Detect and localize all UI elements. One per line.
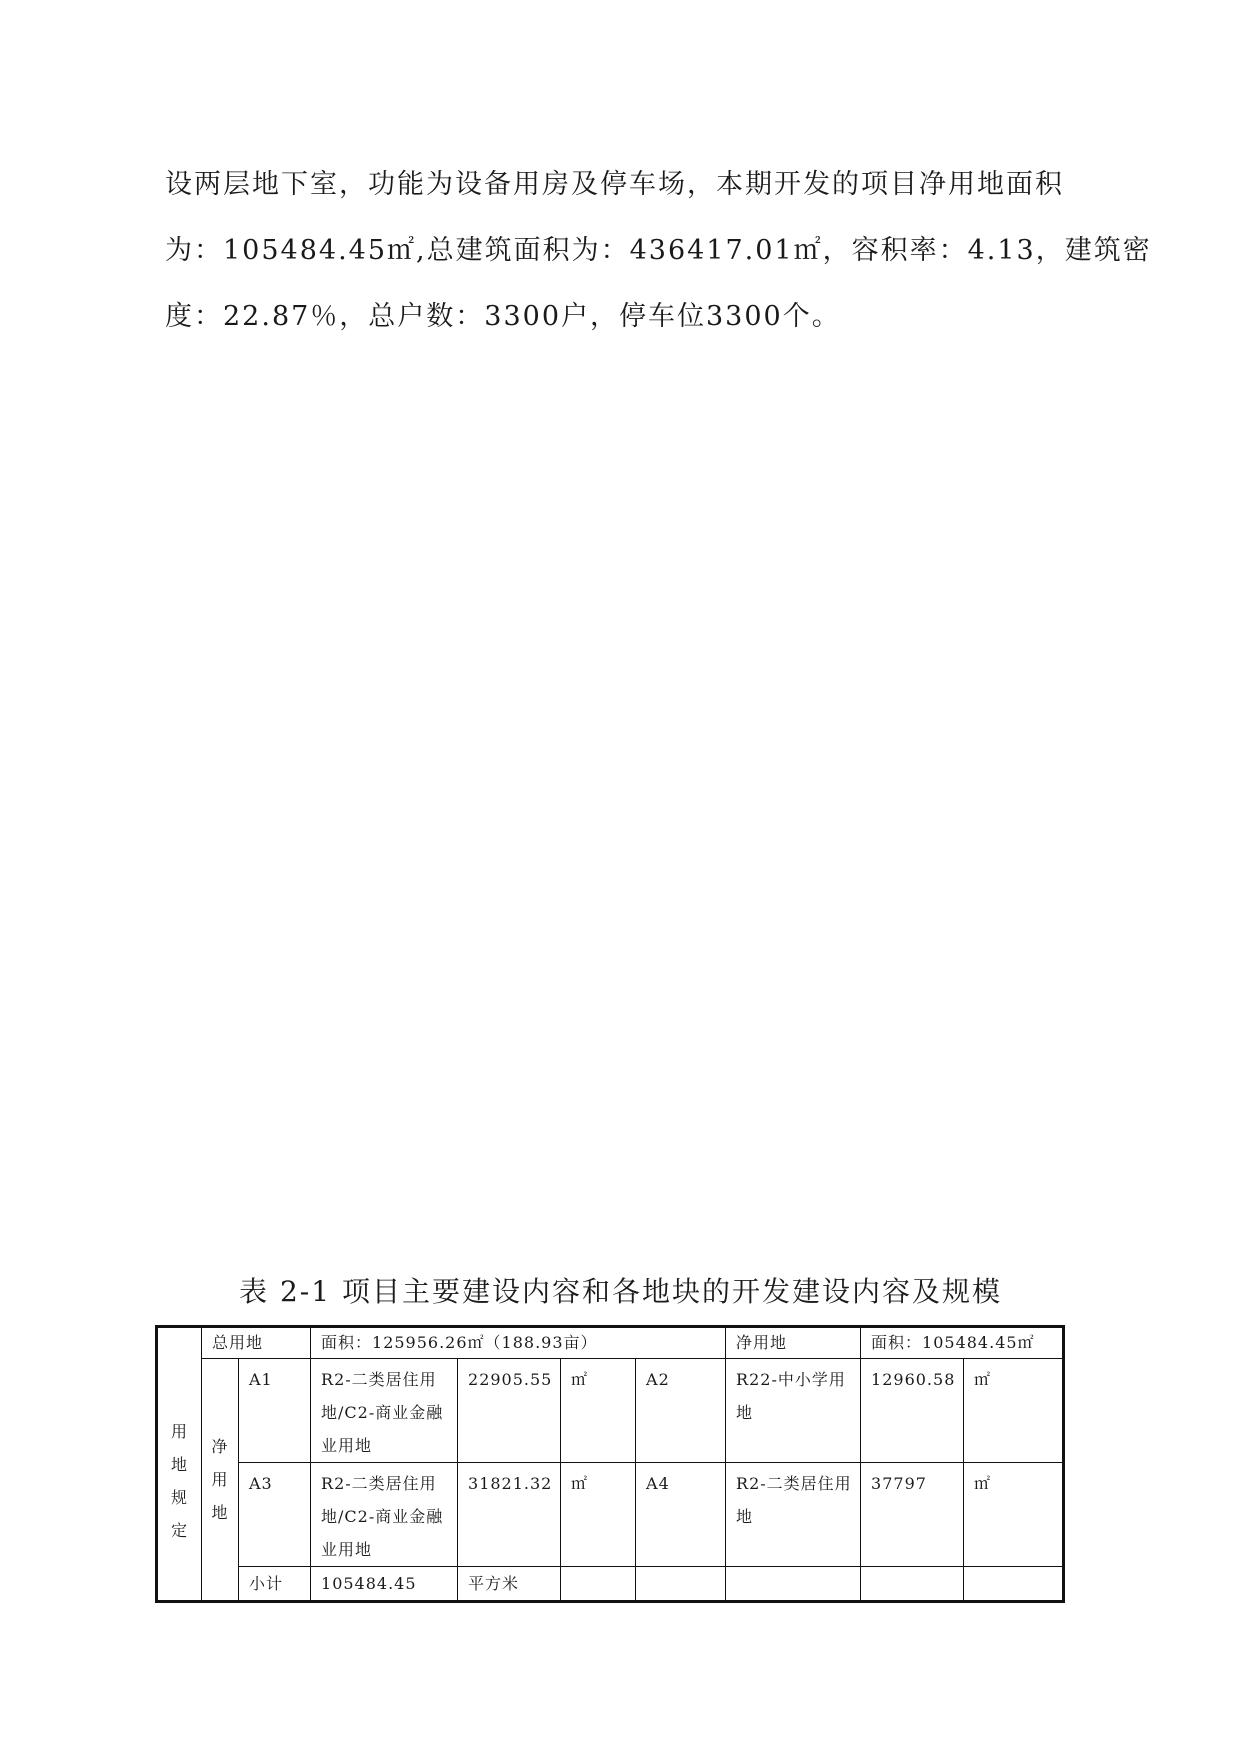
empty-cell [861, 1567, 964, 1602]
total-land-label: 总用地 [202, 1327, 311, 1359]
parcel-unit: ㎡ [964, 1463, 1064, 1567]
subtotal-label: 小计 [239, 1567, 311, 1602]
parcel-use: R22-中小学用地 [726, 1359, 861, 1463]
paragraph-line-1: 设两层地下室，功能为设备用房及停车场，本期开发的项目净用地面积 [165, 169, 1064, 200]
parcel-id: A3 [239, 1463, 311, 1567]
empty-cell [726, 1567, 861, 1602]
subtotal-value: 105484.45 [311, 1567, 458, 1602]
total-land-area: 面积：125956.26㎡（188.93亩） [311, 1327, 726, 1359]
table-row [157, 1463, 1064, 1567]
body-paragraph [165, 152, 1152, 350]
land-use-table [155, 1325, 1065, 1603]
table-caption: 表 2-1 项目主要建设内容和各地块的开发建设内容及规模 [239, 1275, 1002, 1308]
parcel-unit: ㎡ [561, 1359, 636, 1463]
parcel-area: 37797 [861, 1463, 964, 1567]
parcel-area: 22905.55 [458, 1359, 561, 1463]
parcel-area: 31821.32 [458, 1463, 561, 1567]
table-row [157, 1359, 1064, 1463]
empty-cell [561, 1567, 636, 1602]
parcel-unit: ㎡ [561, 1463, 636, 1567]
parcel-id: A4 [636, 1463, 726, 1567]
parcel-id: A2 [636, 1359, 726, 1463]
subtotal-unit: 平方米 [458, 1567, 561, 1602]
row-header-land-use: 用 地 规 定 [157, 1327, 202, 1602]
net-land-header: 净 用 地 [202, 1359, 239, 1602]
parcel-area: 12960.58 [861, 1359, 964, 1463]
paragraph-line-3: 度：22.87％，总户数：3300户，停车位3300个。 [165, 301, 841, 332]
empty-cell [964, 1567, 1064, 1602]
paragraph-line-2: 为：105484.45㎡,总建筑面积为：436417.01㎡，容积率：4.13，建筑密 [165, 235, 1152, 266]
parcel-use: R2-二类居住用地/C2-商业金融业用地 [311, 1463, 458, 1567]
net-land-area: 面积：105484.45㎡ [861, 1327, 1064, 1359]
parcel-use: R2-二类居住用地/C2-商业金融业用地 [311, 1359, 458, 1463]
empty-cell [636, 1567, 726, 1602]
table-row [157, 1327, 1064, 1359]
parcel-use: R2-二类居住用地 [726, 1463, 861, 1567]
parcel-id: A1 [239, 1359, 311, 1463]
table-row [157, 1567, 1064, 1602]
parcel-unit: ㎡ [964, 1359, 1064, 1463]
net-land-label: 净用地 [726, 1327, 861, 1359]
